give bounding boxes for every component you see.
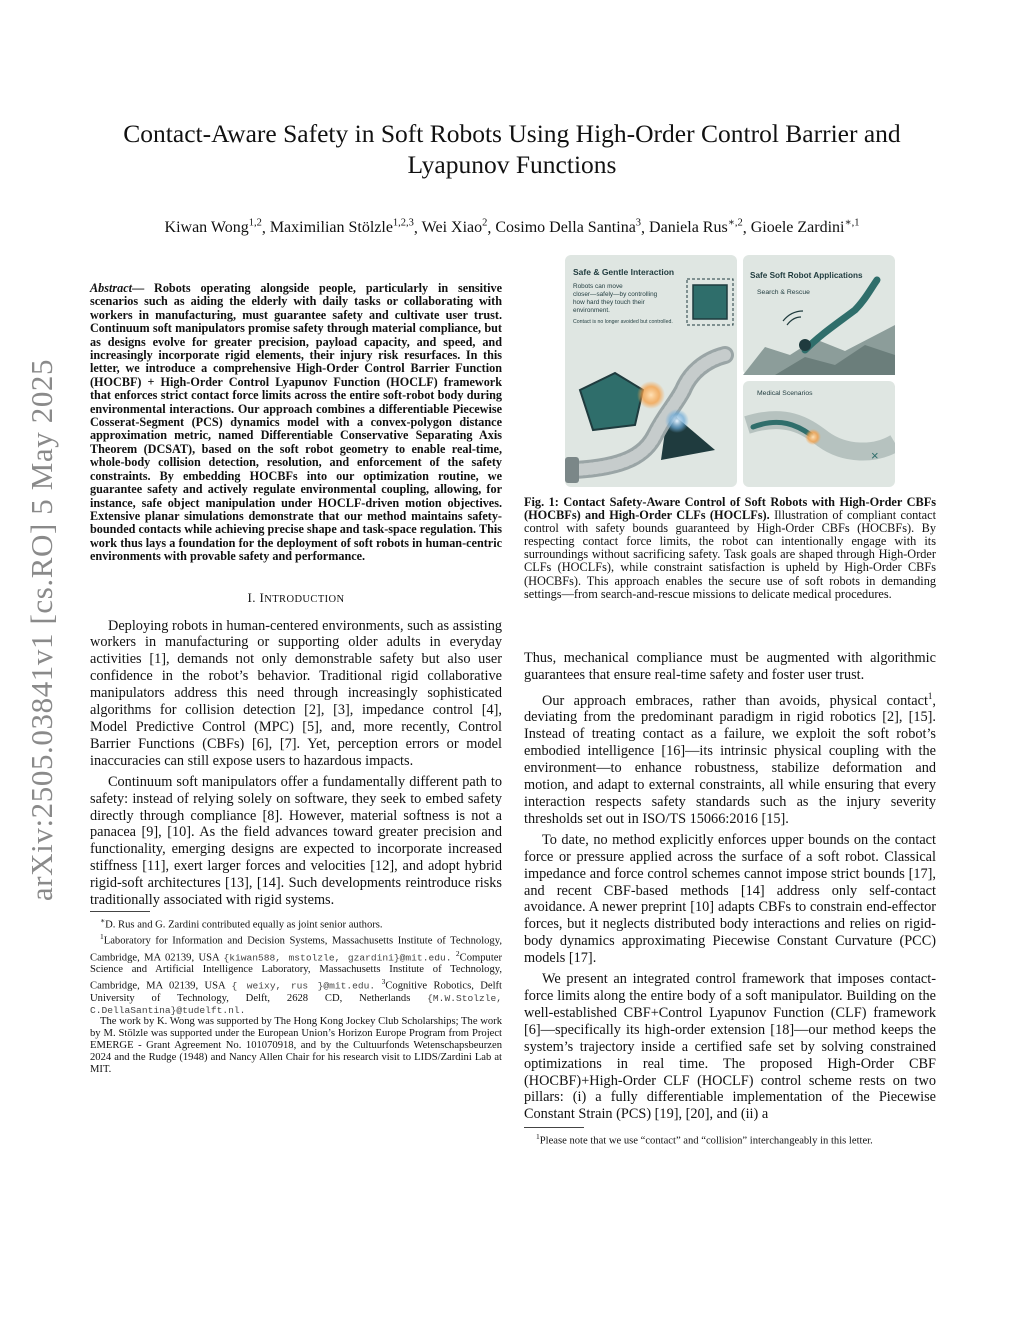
author: Kiwan Wong$^{1,2}$	[164, 218, 262, 237]
contact-glow	[637, 381, 665, 409]
abstract-text: — Robots operating alongside people, particularly in sensitive scenarios such as aiding the elderly with daily tasks or collaborating with workers in manufacturing, must guarantee safety and cultivate user trust. Continuum soft manipulators promise safety through material compliance, but as designs evolve for greater precision, payload capacity, and speed, and increasingly incorporate rigid elements, their injury risk resurfaces. In this letter, we introduce a comprehensive High-Order Control Barrier Function (HOCBF) + High-Order Control Lyapunov Function (HOCLF) framework that enforces strict contact force limits across the entire soft-robot body during environmental interactions. Our approach combines a differentiable Piecewise Cosserat-Segment (PCS) dynamics model with a convex-polygon distance approximation metric, named Differentiable Conservative Separating Axis Theorem (DCSAT), based on the soft robot geometry to enable real-time, whole-body collision detection, resolution, and enforcement of the safety constraints. By embedding HOCBFs into our optimization routine, we guarantee safety and actively regulate environmental coupling, allowing, for instance, safe object manipulation under HOCLF-driven motion objectives. Extensive planar simulations demonstrate that our method maintains safety-bounded contacts while achieving precise shape and task-space regulation. This work thus lays a foundation for the deployment of soft robots in human-centric environments with provable safety and performance.	[90, 281, 502, 564]
right-paragraph-2: Our approach embraces, rather than avoids, physical contact$^1$, deviating from the predominant paradigm in rigid robotics [2], [15]. Instead of treating contact as a failure, we exploit the soft robot’s embodied intelligence [16]—its intrinsic physical coupling with the environment—to enhance robustness, stabilize deformation and motion, and adapt to external constraints, all while ensuring that every interaction respects safety standards such as the injury severity thresholds set out in ISO/TS 15066:2016 [15].	[524, 690, 936, 827]
footnote-rule	[524, 1127, 584, 1128]
email: {M.W.Stolzle, C.DellaSantina}@tudelft.nl.	[90, 992, 503, 1016]
email: { weixy, rus }@mit.edu.	[231, 980, 376, 992]
svg-text:environment.: environment.	[573, 307, 610, 314]
footnote-affiliations: $^1$Laboratory for Information and Decision Systems, Massachusetts Institute of Technology, Cambridge, MA 02139, USA {kiwan588, mstolzle, gzardini}@mit.edu. $^2$Computer Science and Artificial Intelligence Laboratory, Massachusetts Institute of Technology, Cambridge, MA 02139, USA { weixy, rus }@mit.edu. $^3$Cognitive Robotics, Delft University of Technology, Delft, 2628 CD, Netherlands {M.W.Stolzle, C.DellaSantina}@tudelft.nl.	[90, 932, 503, 1016]
author: Cosimo Della Santina$^3$	[495, 218, 642, 237]
author-list: Kiwan Wong$^{1,2}$, Maximilian Stölzle$^{1,2,3}$, Wei Xiao$^2$, Cosimo Della Santina$^3$, Daniela Rus$^{∗,2}$, Gioele Zardini$^{∗,1}$	[164, 218, 860, 237]
footnote-contact: $^1$Please note that we use “contact” and “collision” interchangeably in this letter.	[536, 1132, 873, 1147]
email: {kiwan588, mstolzle, gzardini}@mit.edu.	[223, 952, 452, 964]
caption-title: Contact Safety-Aware Control of Soft Robots with High-Order CBFs (HOCBFs) and High-Order CLFs (HOCLFs).	[524, 495, 937, 523]
close-icon: ×	[871, 448, 879, 463]
title-line-1: Contact-Aware Safety in Soft Robots Using High-Order Control Barrier and	[123, 119, 901, 148]
author: Maximilian Stölzle$^{1,2,3}$	[269, 218, 414, 237]
right-paragraph-1: Thus, mechanical compliance must be augmented with algorithmic guarantees that ensure real-time safety and foster user trust.	[524, 650, 936, 683]
svg-text:closer—safely—by controlling: closer—safely—by controlling	[573, 291, 658, 298]
title-line-2: Lyapunov Functions	[407, 150, 617, 179]
contact-glow	[665, 409, 689, 433]
footnote-funding: The work by K. Wong was supported by The Hong Kong Jockey Club Scholarships; The work by M. Stölzle was supported under the European Union’s Horizon Europe Program from Project EMERGE - Grant Agreement No. 101070918, and by the Cultuurfonds Wetenschapsbeurzen 2024 and the Rudge (1948) and Nancy Allen Chair for his research visit to LIDS/Zardini Lab at MIT.	[90, 1016, 502, 1076]
paper-title	[80, 118, 944, 180]
panel-right-title: Safe Soft Robot Applications	[750, 271, 863, 280]
arxiv-stamp	[14, 350, 70, 910]
footnote-rule	[90, 911, 150, 912]
label-search-rescue: Search & Rescue	[757, 289, 810, 296]
label-medical: Medical Scenarios	[757, 390, 813, 397]
right-paragraph-4: We present an integrated control framework that imposes contact-force limits along the entire body of a soft manipulator. Building on the well-established CBF+Control Lyapunov Function (CLF) framework [6]—specifically its high-order extension [18]—our method keeps the system’s trajectory inside a certified safe set by solving constrained optimizations in real time. The proposed High-Order CBF (HOCBF)+High-Order CLF (HOCLF) control scheme rests on two pillars: (i) a fully differentiable implementation of the Piecewise Constant Strain (PCS) [19], [20], and (ii) a	[524, 971, 936, 1123]
figure-caption	[524, 496, 936, 601]
arxiv-identifier: arXiv:2505.03841v1 [cs.RO] 5 May 2025	[24, 358, 59, 902]
author: Gioele Zardini$^{∗,1}$	[750, 218, 860, 237]
left-column	[90, 282, 502, 1076]
svg-text:how hard they touch their: how hard they touch their	[573, 299, 645, 306]
caption-label: Fig. 1:	[524, 495, 559, 509]
teal-square-object	[693, 285, 727, 319]
abstract	[90, 282, 502, 564]
caption-text: Illustration of compliant contact control with safety bounds guaranteed by High-Order CBFs (HOCBFs). By respecting contact force limits, the robot can intentionally engage with its surroundings without sacrificing safety. Task goals are shaped through High-Order CLFs (HOCLFs), while constraint satisfaction is upheld by High-Order CBFs (HOCBFs). This approach enables the secure use of soft robots in demanding settings—from search-and-rescue missions to delicate medical procedures.	[524, 508, 936, 601]
footnote-equal-contribution: ∗D. Rus and G. Zardini contributed equally as joint senior authors.	[100, 915, 383, 931]
intro-paragraph-1: Deploying robots in human-centered environments, such as assisting workers in manufacturing or supporting older adults in everyday activities [1], demands not only demonstrable safety but also user confidence in the robot’s behavior. Traditional rigid collaborative manipulators address this need through increasingly sophisticated algorithms for collision detection [2], [3], impedance control [4], Model Predictive Control (MPC) [5], and, more recently, Control Barrier Functions (CBFs) [6], [7]. Yet, perception errors or model inaccuracies can still expose users to hazardous impacts.	[90, 617, 502, 769]
svg-text:Contact is no longer avoided b: Contact is no longer avoided but controlled.	[573, 319, 673, 325]
right-column	[524, 650, 936, 1148]
section-heading-introduction: I. INTRODUCTION	[247, 589, 345, 605]
svg-text:Robots can move: Robots can move	[573, 283, 623, 290]
panel-left-title: Safe & Gentle Interaction	[573, 267, 675, 277]
author: Daniela Rus$^{∗,2}$	[649, 218, 743, 237]
abstract-label: Abstract	[90, 281, 132, 295]
author: Wei Xiao$^2$	[421, 218, 488, 237]
right-paragraph-3: To date, no method explicitly enforces upper bounds on the contact force or pressure applied across the surface of a soft robot. Classical impedance and force control schemes cannot impose strict bounds [17], and recent CBF-based methods [14] address only self-contact avoidance. A newer preprint [10] adapts CBFs to constrain end-effector forces, but it neglects distributed body interactions and relies on rigid-body dynamics approximating Piecewise Constant Curvature (PCC) models [17].	[524, 831, 936, 967]
robot-base	[565, 457, 579, 483]
intro-paragraph-2: Continuum soft manipulators offer a fundamentally different path to safety: instead of relying solely on software, they seek to embed safety directly through compliance [8]. However, material softness is not a panacea [9], [10]. As the field advances toward greater precision and functionality, emerging designs are expected to incorporate increased stiffness [11], exert larger forces and velocities [12], and adopt hybrid rigid-soft architectures [13], [14]. Such developments reintroduce risks traditionally associated with rigid systems.	[90, 773, 502, 909]
figure-1-illustration	[565, 255, 895, 487]
person-figure	[799, 339, 811, 351]
figure-1-graphic	[565, 255, 895, 487]
